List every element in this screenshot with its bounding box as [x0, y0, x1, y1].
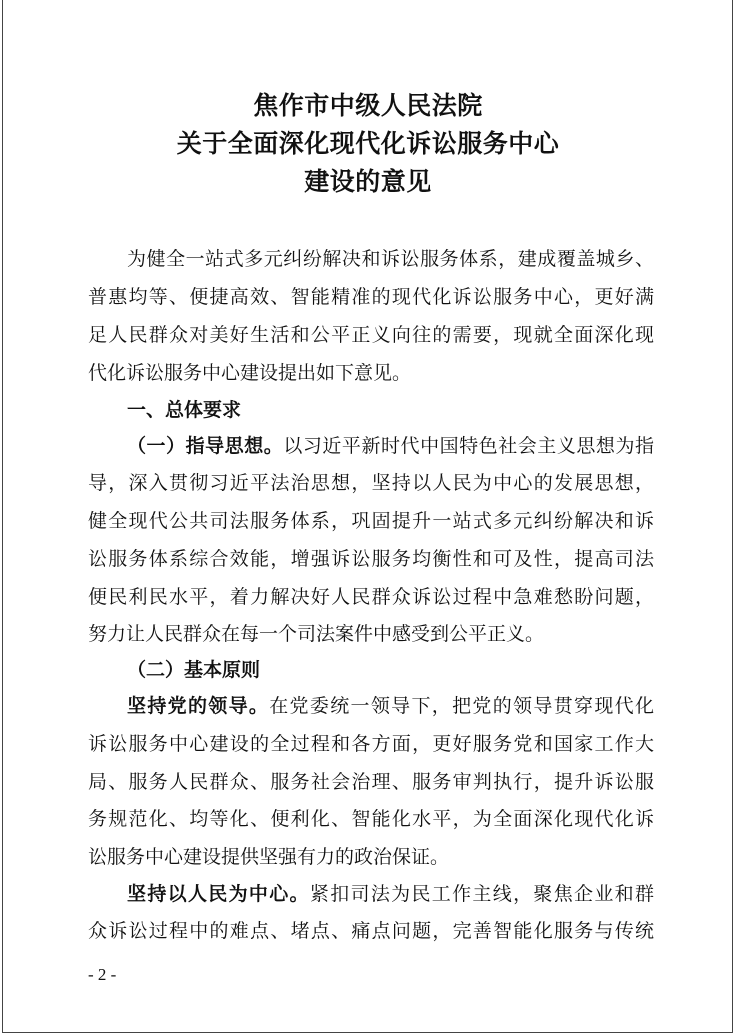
sub2-heading: （二）基本原则 — [127, 659, 261, 681]
intro-line-2: 普惠均等、便捷高效、智能精准的现代化诉讼服务中心，更好满 — [88, 286, 654, 308]
sub1-first-line — [127, 433, 654, 459]
principle2-heading: 坚持以人民为中心。 — [127, 883, 310, 905]
principle1-heading: 坚持党的领导。 — [127, 695, 270, 717]
principle1-line-2: 诉讼服务中心建设的全过程和各方面，更好服务党和国家工作大 — [88, 733, 654, 755]
intro-line-1: 为健全一站式多元纠纷解决和诉讼服务体系，建成覆盖城乡、 — [127, 248, 654, 270]
principle1-line-3: 局、服务人民群众、服务社会治理、服务审判执行，提升诉讼服 — [88, 771, 654, 793]
intro-line-3: 足人民群众对美好生活和公平正义向往的需要，现就全面深化现 — [88, 324, 654, 346]
principle2-line-2: 众诉讼过程中的难点、堵点、痛点问题，完善智能化服务与传统 — [88, 920, 654, 942]
principle1-line-5: 讼服务中心建设提供坚强有力的政治保证。 — [88, 846, 450, 868]
intro-line-4: 代化诉讼服务中心建设提出如下意见。 — [88, 362, 412, 384]
sub1-line-6: 努力让人民群众在每一个司法案件中感受到公平正义。 — [88, 623, 545, 645]
sub1-line-4: 讼服务体系综合效能，增强诉讼服务均衡性和可及性，提高司法 — [88, 548, 654, 570]
document-title-line-3: 建设的意见 — [304, 167, 432, 196]
sub1-line-5: 便民利民水平，着力解决好人民群众诉讼过程中急难愁盼问题， — [88, 586, 654, 608]
sub1-first-line-text: 以习近平新时代中国特色社会主义思想为指 — [283, 435, 654, 457]
sub1-heading: （一）指导思想。 — [127, 435, 284, 457]
document-title-line-1: 焦作市中级人民法院 — [253, 91, 483, 120]
sub1-line-2: 导，深入贯彻习近平法治思想，坚持以人民为中心的发展思想， — [88, 472, 654, 494]
section-heading: 一、总体要求 — [127, 399, 242, 421]
principle1-line-4: 务规范化、均等化、便利化、智能化水平，为全面深化现代化诉 — [88, 808, 654, 830]
principle1-first-line — [127, 693, 654, 719]
principle1-first-line-text: 在党委统一领导下，把党的领导贯穿现代化 — [269, 695, 654, 717]
principle2-first-line-text: 紧扣司法为民工作主线，聚焦企业和群 — [309, 883, 654, 905]
principle2-first-line — [127, 881, 654, 907]
page-number: - 2 - — [88, 965, 117, 984]
document-title-line-2: 关于全面深化现代化诉讼服务中心 — [176, 129, 560, 158]
sub1-line-3: 健全现代公共司法服务体系，巩固提升一站式多元纠纷解决和诉 — [88, 510, 654, 532]
